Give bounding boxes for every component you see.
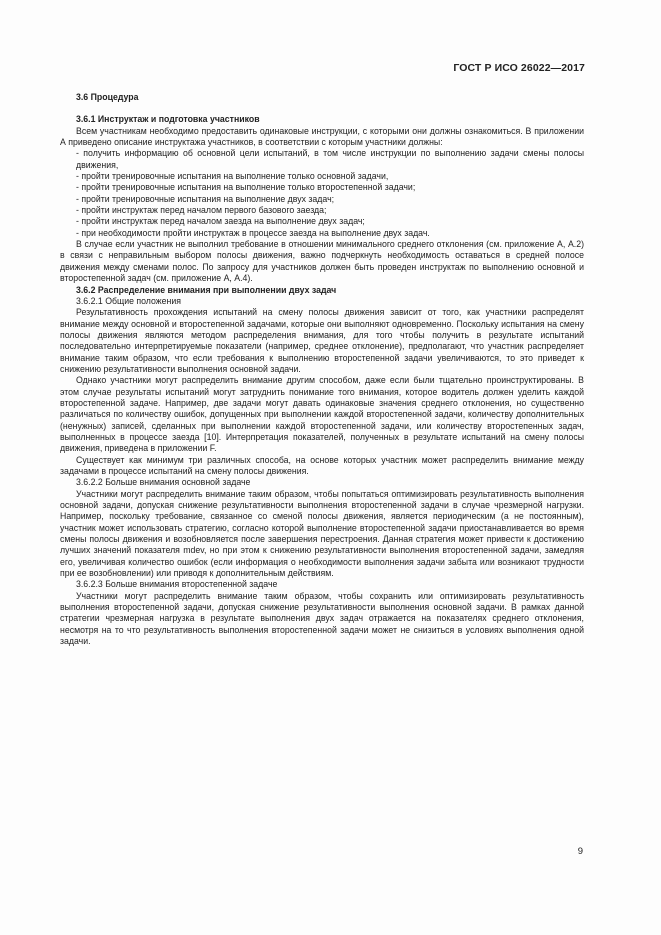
paragraph: Существует как минимум три различных способа, на основе которых участник может распределить внимание между задачами в процессе испытаний на смену полосы движения.: [60, 454, 584, 476]
document-body: [60, 92, 584, 648]
clause-heading-3-6-2-3: 3.6.2.3 Больше внимания второстепенной задаче: [76, 579, 278, 590]
paragraph: В случае если участник не выполнил требование в отношении минимального среднего отклонения (см. приложение А, А.2) в связи с неправильным выбором полосы движения, важно подчеркнуть необходимость оставаться в средней полосе движения между сменами полос. По запросу для участников должен быть проведен инструктаж по выполнению основной и второстепенной задач (см. приложение А, А.4).: [60, 239, 584, 284]
subsection-heading-3-6-1: 3.6.1 Инструктаж и подготовка участников: [76, 114, 260, 125]
list-item: - пройти инструктаж перед началом заезда на выполнение двух задач;: [76, 216, 365, 227]
subsection-heading-3-6-2: 3.6.2 Распределение внимания при выполнении двух задач: [76, 284, 337, 295]
paragraph: Участники могут распределить внимание таким образом, чтобы попытаться оптимизировать результативность выполнения основной задачи, допуская снижение результативности выполнения второстепенной задачи в случае чрезмерной нагрузки. Например, поскольку требование, связанное со сменой полосы движения, является периодическим (а не постоянным), участник может использовать стратегию, согласно которой выполнение второстепенной задачи приостанавливается во время смены полосы движения и возобновляется после завершения перестроения. Данная стратегия может привести к достижению лучших значений показателя mdev, но при этом к снижению результативности выполнения второстепенной задачи, замедляя его, увеличивая количество ошибок (если информация о необходимости выполнения задачи забыта или возникают трудности при ее возобновлении) или приводя к дополнительным действиям.: [60, 488, 584, 579]
clause-heading-3-6-2-2: 3.6.2.2 Больше внимания основной задаче: [76, 477, 251, 488]
list-item: - получить информацию об основной цели испытаний, в том числе инструкции по выполнению задачи смены полосы движения,: [76, 148, 584, 170]
paragraph: Однако участники могут распределить внимание другим способом, даже если были тщательно проинструктированы. В этом случае результаты испытаний могут затруднить понимание того внимания, которое водитель должен уделить каждой второстепенной задаче. Например, две задачи могут давать одинаковые значения среднего отклонения, но существенно различаться по количеству ошибок, допущенных при выполнении каждой второстепенной задачи, количеству дополнительных (ненужных) записей, сделанных при выполнении каждой второстепенной задачи, или количеству второстепенных задач, выполненных в процессе заезда [10]. Интерпретация показателей, полученных в результате испытаний на смену полосы движения, приведена в приложении F.: [60, 375, 584, 454]
document-header: ГОСТ Р ИСО 26022—2017: [453, 62, 585, 74]
list-item: - пройти инструктаж перед началом первого базового заезда;: [76, 205, 327, 216]
list-item: - пройти тренировочные испытания на выполнение только второстепенной задачи;: [76, 182, 416, 193]
page-number: 9: [577, 846, 583, 857]
list-item: - при необходимости пройти инструктаж в процессе заезда на выполнение двух задач.: [76, 227, 430, 238]
paragraph: Участники могут распределить внимание таким образом, чтобы сохранить или оптимизировать результативность выполнения второстепенной задачи, допуская снижение результативности выполнения основной задачи. В рамках данной стратегии чрезмерная нагрузка в результате выполнения двух задач отражается на показателях среднего отклонения, несмотря на то что результативность выполнения второстепенной задачи может не снизиться в условиях выполнения одной задачи.: [60, 590, 584, 647]
section-heading: 3.6 Процедура: [76, 92, 139, 102]
paragraph: Всем участникам необходимо предоставить одинаковые инструкции, с которыми они должны ознакомиться. В приложении А приведено описание инструктажа участников, в соответствии с которым участники должны:: [60, 125, 584, 148]
clause-heading-3-6-2-1: 3.6.2.1 Общие положения: [76, 295, 181, 306]
list-item: - пройти тренировочные испытания на выполнение только основной задачи,: [76, 171, 389, 182]
list-item: - пройти тренировочные испытания на выполнение двух задач;: [76, 193, 335, 204]
paragraph: Результативность прохождения испытаний на смену полосы движения зависит от того, как участники распределят внимание между основной и второстепенной задачами, которые они выполняют одновременно. Поскольку испытания на смену полосы движения являются методом распределения внимания, для того чтобы получить в результате испытаний последовательно интерпретируемые показатели (например, среднее отклонение), предполагают, что участник распределяет внимание таким образом, что если требования к выполнению второстепенной задачи увеличиваются, то это приведет к снижению результативности выполнения основной задачи.: [60, 307, 584, 374]
